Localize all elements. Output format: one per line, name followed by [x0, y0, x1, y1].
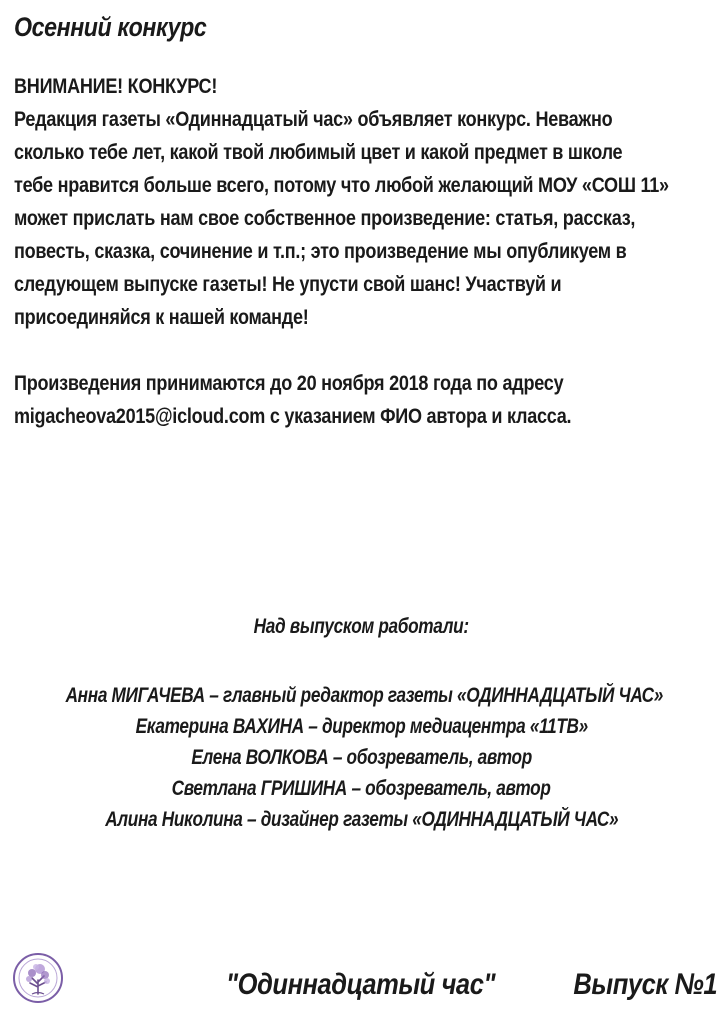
announcement-line: повесть, сказка, сочинение и т.п.; это произведение мы опубликуем в [14, 240, 627, 263]
credit-item [0, 773, 723, 804]
footer-newspaper-name: "Одиннадцатый час" [226, 968, 496, 1001]
deadline-info [14, 367, 702, 433]
credit-item [0, 680, 723, 711]
announcement-line: тебе нравится больше всего, потому что любой желающий МОУ «СОШ 11» [14, 174, 669, 197]
credits-section [0, 612, 723, 835]
credit-text: Анна МИГАЧЕВА – главный редактор газеты «ОДИННАДЦАТЫЙ ЧАС» [65, 684, 664, 707]
announcement-line: присоединяйся к нашей команде! [14, 306, 309, 329]
deadline-line: migacheova2015@icloud.com с указанием ФИО автора и класса. [14, 405, 572, 428]
credit-text: Елена ВОЛКОВА – обозреватель, автор [191, 746, 532, 769]
announcement [14, 70, 702, 433]
credit-item [0, 742, 723, 773]
announcement-line: сколько тебе лет, какой твой любимый цвет и какой предмет в школе [14, 141, 623, 164]
announcement-body [14, 70, 702, 334]
credit-item [0, 804, 723, 835]
announcement-line: следующем выпуске газеты! Не упусти свой шанс! Участвуй и [14, 273, 562, 296]
announcement-line: может прислать нам свое собственное произведение: статья, рассказ, [14, 207, 636, 230]
footer-issue-number: Выпуск №1 [573, 968, 717, 1001]
credit-text: Светлана ГРИШИНА – обозреватель, автор [172, 777, 551, 800]
credit-text: Екатерина ВАХИНА – директор медиацентра «11ТВ» [135, 715, 588, 738]
announcement-line: Редакция газеты «Одиннадцатый час» объявляет конкурс. Неважно [14, 108, 613, 131]
credits-heading [0, 612, 723, 642]
credit-text: Алина Николина – дизайнер газеты «ОДИННАДЦАТЫЙ ЧАС» [105, 808, 618, 831]
credits-heading-text: Над выпуском работали: [253, 615, 470, 638]
deadline-line: Произведения принимаются до 20 ноября 2018 года по адресу [14, 372, 564, 395]
announcement-line: ВНИМАНИЕ! КОНКУРС! [14, 75, 218, 98]
credits-list [0, 680, 723, 835]
page-title: Осенний конкурс [14, 12, 207, 42]
credit-item [0, 711, 723, 742]
school-logo-icon [12, 952, 64, 1004]
